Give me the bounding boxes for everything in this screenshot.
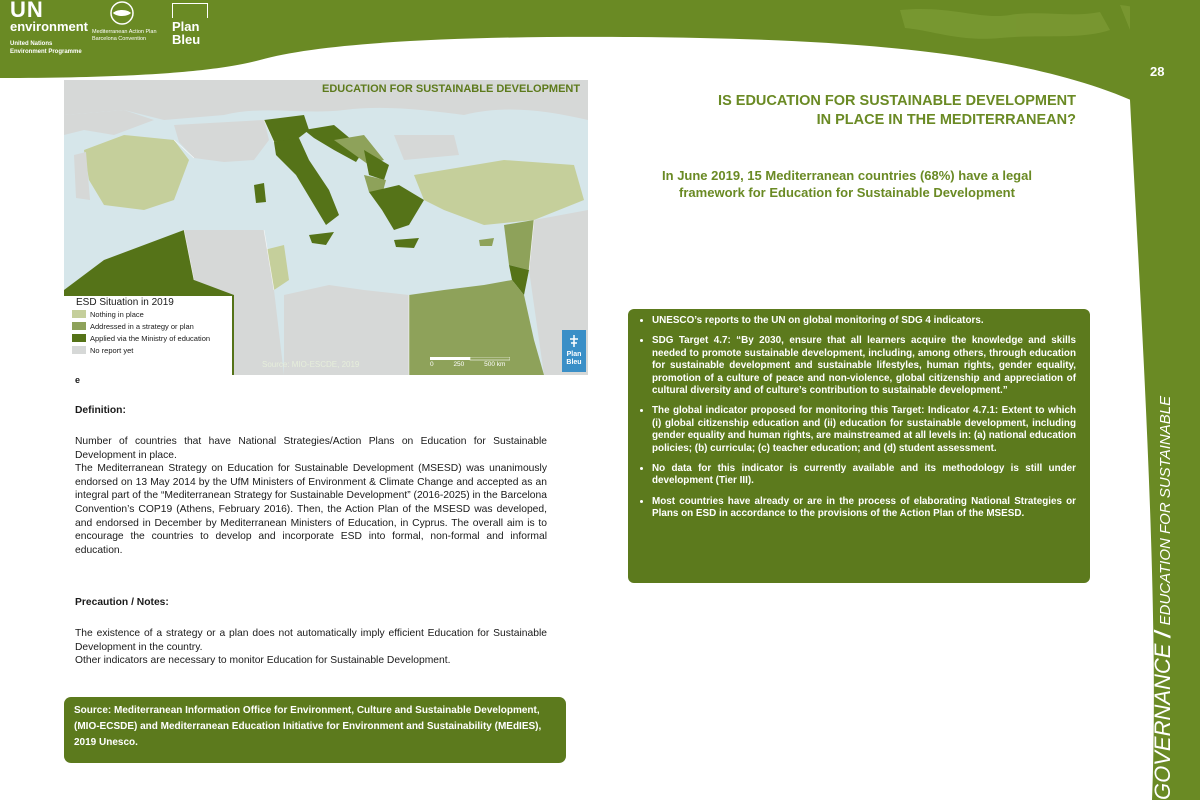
map-source: Source: MIO-ESCDE, 2019	[262, 360, 360, 369]
map-logo-line1: Mediterranean Action Plan	[92, 29, 157, 35]
scale-label: 500 km	[484, 361, 506, 368]
sidebar-esd: EDUCATION FOR SUSTAINABLE	[1157, 395, 1174, 626]
legend-swatch	[72, 334, 86, 342]
legend-label: No report yet	[90, 345, 134, 355]
stray-letter: e	[75, 375, 81, 385]
definition-heading	[75, 404, 547, 418]
subtitle-line1: In June 2019, 15 Mediterranean countries (68%) have a legal	[662, 168, 1032, 183]
sidebar-title	[1150, 396, 1176, 800]
legend-item	[64, 332, 232, 344]
precaution-body	[75, 627, 547, 668]
map-title: EDUCATION FOR SUSTAINABLE DEVELOPMENT	[322, 83, 581, 95]
map-planbleu-logo	[562, 330, 586, 372]
legend-label: Applied via the Ministry of education	[90, 333, 211, 343]
map-logo-line1: Plan	[566, 351, 582, 358]
question-title-line1: IS EDUCATION FOR SUSTAINABLE DEVELOPMENT	[718, 93, 1076, 109]
bullet-list	[638, 315, 1076, 521]
definition-paragraph: The Mediterranean Strategy on Education for Sustainable Development (MSESD) was unanimously endorsed on 13 May 2014 by the UfM Ministers of Environment & Climate Change and accepted as an integral part of the “Mediterranean Strategy for Sustainable Development” (2016-2025) in the Barcelona Convention’s COP19 (Athens, February 2016). Then, the Action Plan of the MSESD was developed, and endorsed in December by Mediterranean Ministers of Education, in Cyprus. The overall aim is to encourage the countries to develop and incorporate ESD into formal, non-formal and informal education.	[75, 463, 547, 556]
legend-swatch	[72, 346, 86, 354]
planbleu-icon	[567, 334, 581, 348]
planbleu-logo	[172, 3, 208, 46]
info-box	[628, 309, 1090, 583]
legend-item	[64, 320, 232, 332]
legend-label: Nothing in place	[90, 309, 144, 319]
question-title	[620, 92, 1076, 130]
question-title-line2: IN PLACE IN THE MEDITERRANEAN?	[816, 112, 1076, 128]
legend-item	[64, 308, 232, 320]
sidebar-slash: /	[1150, 631, 1175, 638]
legend-swatch	[72, 322, 86, 330]
precaution-paragraph: Other indicators are necessary to monitor Education for Sustainable Development.	[75, 655, 451, 667]
planbleu-line2: Bleu	[172, 32, 201, 47]
bullet-item: • UNESCO’s reports to the UN on global monitoring of SDG 4 indicators.	[652, 315, 1076, 327]
unep-logo-un: UN	[10, 0, 44, 22]
precaution-heading	[75, 596, 547, 610]
scale-label: 0	[430, 361, 434, 368]
source-box: Source: Mediterranean Information Office for Environment, Culture and Sustainable Development, (MIO-ECSDE) and Mediterranean Education Initiative for Environment and Sustainability (MEdIES), 2019 Unesco.	[64, 697, 566, 763]
bullet-item: • The global indicator proposed for monitoring this Target: Indicator 4.7.1: Extent to which (i) global citizenship education and (ii) education for sustainable development, including gender equality and human rights, are mainstreamed at all levels in: (a) national education policies; (b) curricula; (c) teacher education; and (d) student assessment.	[652, 405, 1076, 455]
legend-title: ESD Situation in 2019	[76, 297, 174, 308]
definition-body	[75, 435, 547, 557]
map-logo-line2: Barcelona Convention	[92, 36, 147, 42]
bullet-item: • No data for this indicator is currently available and its methodology is still under development (Tier III).	[652, 463, 1076, 488]
bullet-item: • SDG Target 4.7: “By 2030, ensure that all learners acquire the knowledge and skills needed to promote sustainable development, including, among others, through education for sustainable development and sustainable lifestyles, human rights, gender equality, promotion of a culture of peace and non-violence, global citizenship and appreciation of cultural diversity and of culture’s contribution to sustainable development.”	[652, 335, 1076, 397]
legend-label: Addressed in a strategy or plan	[90, 321, 194, 331]
map-scale	[430, 357, 510, 368]
precaution-paragraph: The existence of a strategy or a plan does not automatically imply efficient Education for Sustainable Development in the country.	[75, 628, 547, 653]
definition-paragraph: Number of countries that have National Strategies/Action Plans on Education for Sustainable Development in place.	[75, 436, 547, 461]
planbleu-line1: Plan	[172, 19, 200, 34]
scale-label: 250	[453, 361, 465, 368]
logo-group	[0, 0, 300, 80]
definition-heading-text: Definition:	[75, 405, 126, 416]
legend-swatch	[72, 310, 86, 318]
unep-logo-caption: United Nations Environment Programme	[10, 41, 82, 55]
subtitle-line2: framework for Education for Sustainable Development	[679, 185, 1015, 200]
map-logo	[92, 0, 157, 43]
map-emblem-icon	[104, 0, 140, 26]
page-number: 28	[1150, 64, 1165, 79]
unep-logo-env: environment	[10, 19, 89, 34]
map-logo-line2: Bleu	[566, 359, 582, 366]
bullet-item: • Most countries have already or are in the process of elaborating National Strategies or Plans on ESD in accordance to the provisions of the Action Plan of the MSESD.	[652, 496, 1076, 521]
subtitle	[600, 167, 1094, 201]
precaution-heading-text: Precaution / Notes:	[75, 597, 169, 608]
map-legend	[64, 296, 232, 375]
unep-logo	[10, 0, 88, 56]
sidebar-governance: GOVERNANCE	[1150, 643, 1175, 800]
legend-item	[64, 344, 232, 356]
